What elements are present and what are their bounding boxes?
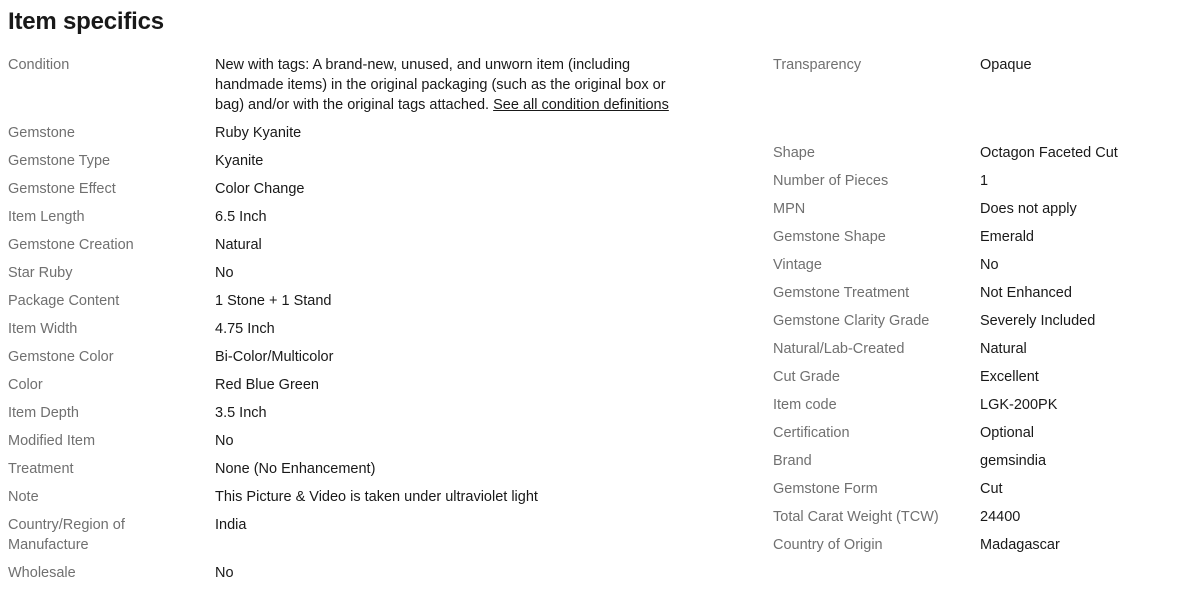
spec-label: MPN bbox=[773, 201, 806, 217]
spec-label: Total Carat Weight (TCW) bbox=[773, 509, 939, 525]
spec-label: Vintage bbox=[773, 257, 822, 273]
spec-row bbox=[773, 255, 1200, 275]
spec-row bbox=[773, 535, 1200, 555]
spec-label: Number of Pieces bbox=[773, 173, 889, 189]
spec-value: Optional bbox=[980, 425, 1035, 441]
spec-label: Gemstone Color bbox=[8, 349, 114, 365]
condition-text: New with tags: A brand-new, unused, and unworn item (including handmade items) in the original packaging (such as the original box or bag) and/or with the original tags attached. bbox=[215, 57, 666, 113]
spec-row bbox=[773, 507, 1200, 527]
spec-label: Country of Origin bbox=[773, 537, 883, 553]
spec-label: Star Ruby bbox=[8, 265, 73, 281]
spec-label: Natural/Lab-Created bbox=[773, 341, 905, 357]
spec-row bbox=[773, 199, 1200, 219]
spec-row bbox=[773, 395, 1200, 415]
spec-row bbox=[8, 207, 685, 227]
spec-value: 1 bbox=[980, 173, 989, 189]
spec-label: Item Width bbox=[8, 321, 78, 337]
spec-value: 24400 bbox=[980, 509, 1021, 525]
spec-label: Gemstone Effect bbox=[8, 181, 116, 197]
spec-value: No bbox=[215, 433, 234, 449]
spec-row bbox=[773, 283, 1200, 303]
spec-row bbox=[773, 55, 1200, 135]
spec-row bbox=[773, 367, 1200, 387]
spec-row bbox=[8, 459, 685, 479]
spec-value: 6.5 Inch bbox=[215, 209, 267, 225]
spec-row bbox=[8, 347, 685, 367]
spec-row-condition bbox=[8, 55, 685, 115]
spec-row bbox=[8, 291, 685, 311]
spec-row bbox=[8, 431, 685, 451]
spec-row bbox=[8, 235, 685, 255]
spec-value: Cut bbox=[980, 481, 1003, 497]
specifics-right-column bbox=[773, 55, 1200, 563]
spec-label: Condition bbox=[8, 57, 70, 73]
spec-row bbox=[8, 151, 685, 171]
spec-row bbox=[8, 319, 685, 339]
spec-label: Gemstone Creation bbox=[8, 237, 134, 253]
spec-value: Emerald bbox=[980, 229, 1034, 245]
spec-value: Natural bbox=[215, 237, 262, 253]
spec-label: Note bbox=[8, 489, 39, 505]
spec-value: Natural bbox=[980, 341, 1027, 357]
spec-value: Does not apply bbox=[980, 201, 1077, 217]
spec-value: No bbox=[215, 265, 234, 281]
spec-value: Kyanite bbox=[215, 153, 264, 169]
spec-value: Ruby Kyanite bbox=[215, 125, 302, 141]
spec-value: None (No Enhancement) bbox=[215, 461, 376, 477]
spec-row bbox=[8, 403, 685, 423]
spec-label: Color bbox=[8, 377, 43, 393]
spec-value bbox=[215, 55, 685, 115]
spec-row bbox=[773, 171, 1200, 191]
spec-label: Gemstone Form bbox=[773, 481, 878, 497]
spec-value: India bbox=[215, 517, 247, 533]
spec-row bbox=[8, 263, 685, 283]
spec-label: Transparency bbox=[773, 57, 862, 73]
spec-row bbox=[773, 451, 1200, 471]
spec-row bbox=[773, 311, 1200, 331]
spec-label: Gemstone Type bbox=[8, 153, 111, 169]
spec-row bbox=[8, 487, 685, 507]
spec-row bbox=[773, 143, 1200, 163]
spec-value: No bbox=[215, 565, 234, 581]
spec-row bbox=[773, 479, 1200, 499]
spec-value: Bi-Color/Multicolor bbox=[215, 349, 334, 365]
spec-label: Brand bbox=[773, 453, 812, 469]
condition-definitions-link[interactable]: See all condition definitions bbox=[493, 97, 669, 113]
spec-label: Gemstone Shape bbox=[773, 229, 886, 245]
spec-value: 1 Stone + 1 Stand bbox=[215, 293, 332, 309]
spec-value: Opaque bbox=[980, 57, 1032, 73]
spec-label: Modified Item bbox=[8, 433, 96, 449]
specifics-left-column bbox=[8, 55, 685, 591]
spec-value: 3.5 Inch bbox=[215, 405, 267, 421]
spec-value: LGK-200PK bbox=[980, 397, 1058, 413]
spec-row bbox=[8, 179, 685, 199]
spec-value: No bbox=[980, 257, 999, 273]
spec-label: Item code bbox=[773, 397, 837, 413]
spec-label: Gemstone Clarity Grade bbox=[773, 313, 930, 329]
spec-row bbox=[8, 375, 685, 395]
spec-value: Severely Included bbox=[980, 313, 1096, 329]
spec-value: This Picture & Video is taken under ultraviolet light bbox=[215, 489, 538, 505]
spec-label: Shape bbox=[773, 145, 815, 161]
spec-label: Gemstone Treatment bbox=[773, 285, 910, 301]
spec-label: Gemstone bbox=[8, 125, 75, 141]
spec-label: Treatment bbox=[8, 461, 74, 477]
spec-value: Excellent bbox=[980, 369, 1039, 385]
spec-label: Wholesale bbox=[8, 565, 76, 581]
section-title: Item specifics bbox=[8, 8, 164, 35]
spec-value: Color Change bbox=[215, 181, 305, 197]
spec-row bbox=[773, 339, 1200, 359]
spec-value: Madagascar bbox=[980, 537, 1060, 553]
spec-row bbox=[8, 563, 685, 583]
spec-value: Not Enhanced bbox=[980, 285, 1072, 301]
spec-value: 4.75 Inch bbox=[215, 321, 275, 337]
spec-label: Cut Grade bbox=[773, 369, 840, 385]
spec-label: Package Content bbox=[8, 293, 120, 309]
spec-value: Octagon Faceted Cut bbox=[980, 145, 1118, 161]
spec-label: Certification bbox=[773, 425, 850, 441]
spec-label: Item Depth bbox=[8, 405, 79, 421]
spec-value: Red Blue Green bbox=[215, 377, 319, 393]
spec-row bbox=[773, 227, 1200, 247]
spec-label: Country/Region of Manufacture bbox=[8, 517, 125, 553]
spec-row bbox=[8, 515, 685, 555]
spec-row bbox=[773, 423, 1200, 443]
spec-label: Item Length bbox=[8, 209, 85, 225]
spec-value: gemsindia bbox=[980, 453, 1047, 469]
spec-row bbox=[8, 123, 685, 143]
